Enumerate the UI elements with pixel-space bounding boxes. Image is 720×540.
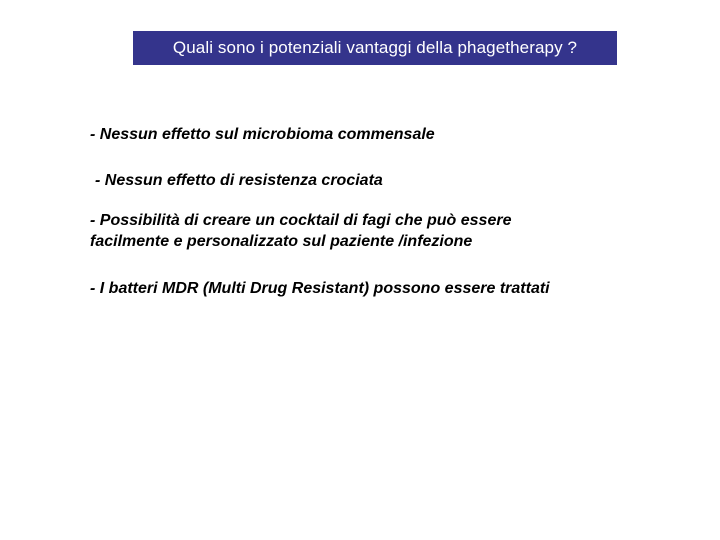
slide-title-box (133, 31, 617, 65)
bullet-line: - Nessun effetto sul microbioma commensale (90, 126, 435, 143)
bullet-item (95, 170, 383, 191)
bullet-line: - I batteri MDR (Multi Drug Resistant) possono essere trattati (90, 280, 550, 297)
bullet-item (90, 124, 435, 145)
bullet-line: - Possibilità di creare un cocktail di fagi che può essere (90, 212, 512, 229)
slide-title: Quali sono i potenziali vantaggi della phagetherapy ? (172, 38, 578, 57)
bullet-item (90, 210, 511, 252)
bullet-line: - Nessun effetto di resistenza crociata (95, 172, 383, 189)
bullet-line: facilmente e personalizzato sul paziente /infezione (90, 233, 473, 250)
bullet-item (90, 278, 550, 299)
